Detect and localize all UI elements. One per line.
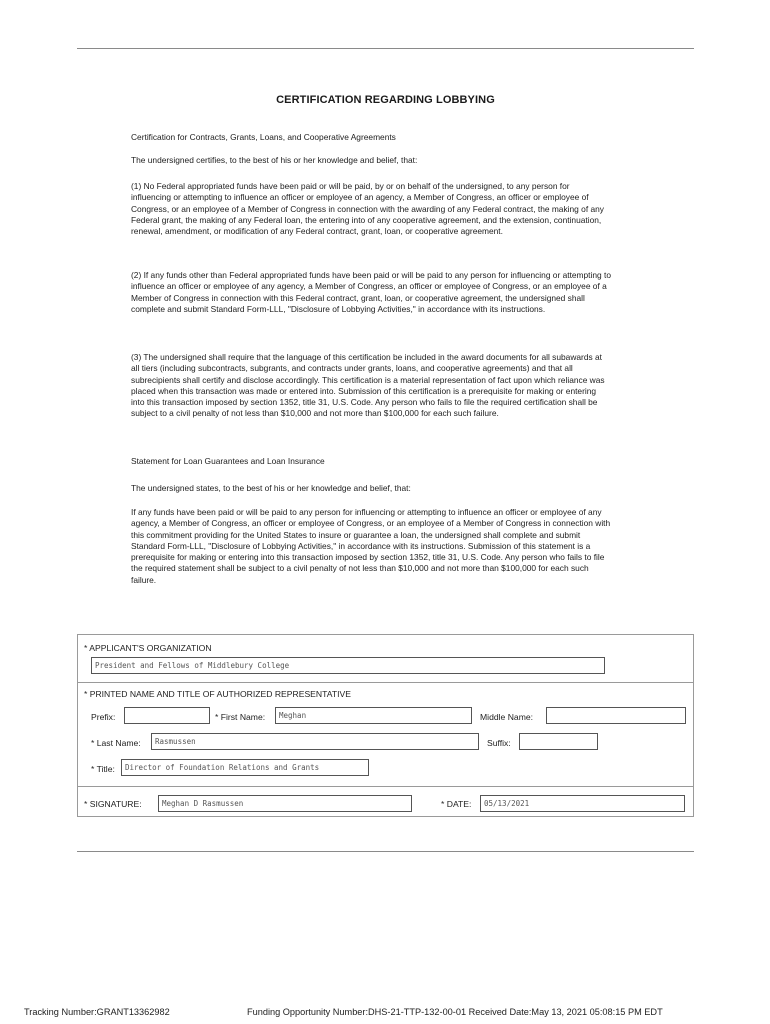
applicant-form xyxy=(77,634,694,817)
organization-field[interactable]: President and Fellows of Middlebury College xyxy=(91,657,605,674)
organization-label: * APPLICANT'S ORGANIZATION xyxy=(84,643,212,653)
title-label: * Title: xyxy=(91,764,115,774)
last-name-field[interactable]: Rasmussen xyxy=(151,733,479,750)
loan-statement-heading: Statement for Loan Guarantees and Loan Insurance xyxy=(131,456,325,466)
funding-opportunity-info: Funding Opportunity Number:DHS-21-TTP-132-00-01 Received Date:May 13, 2021 05:08:15 PM EDT xyxy=(247,1007,663,1017)
suffix-field[interactable] xyxy=(519,733,598,750)
representative-label: * PRINTED NAME AND TITLE OF AUTHORIZED REPRESENTATIVE xyxy=(84,689,351,699)
tracking-number: Tracking Number:GRANT13362982 xyxy=(24,1007,170,1017)
loan-statement-clause: If any funds have been paid or will be paid to any person for influencing or attempting to influence an officer or employee of any agency, a Member of Congress, an officer or employee of Congress, or an employee of a Member of Congress in connection with this commitment providing for the United States to insure or guarantee a loan, the undersigned shall complete and submit Standard Form-LLL, "Disclosure of Lobbying Activities," in accordance with its instructions. Submission of this statement is a prerequisite for making or entering into this transaction imposed by section 1352, title 31, U.S. Code. Any person who fails to file the required statement shall be subject to a civil penalty of not less than $10,000 and not more than $100,000 for each such failure. xyxy=(131,507,611,585)
signature-field[interactable]: Meghan D Rasmussen xyxy=(158,795,412,812)
title-field[interactable]: Director of Foundation Relations and Grants xyxy=(121,759,369,776)
prefix-label: Prefix: xyxy=(91,712,116,722)
prefix-field[interactable] xyxy=(124,707,210,724)
certification-heading: Certification for Contracts, Grants, Loans, and Cooperative Agreements xyxy=(131,132,396,142)
date-label: * DATE: xyxy=(441,799,472,809)
last-name-label: * Last Name: xyxy=(91,738,141,748)
clause-1: (1) No Federal appropriated funds have been paid or will be paid, by or on behalf of the undersigned, to any person for influencing or attempting to influence an officer or employee of an agency, a Member of Congress, an officer or employee of Congress, or an employee of a Member of Congress in connection with the awarding of any Federal contract, the making of any Federal grant, the making of any Federal loan, the entering into of any cooperative agreement, and the extension, continuation, renewal, amendment, or modification of any Federal contract, grant, loan, or cooperative agreement. xyxy=(131,181,604,237)
section-divider xyxy=(78,786,693,787)
first-name-label: * First Name: xyxy=(215,712,266,722)
clause-3: (3) The undersigned shall require that the language of this certification be included in the award documents for all subawards at all tiers (including subcontracts, subgrants, and contracts under grants, loans, and cooperative agreements) and that all subrecipients shall certify and disclose accordingly. This certification is a material representation of fact upon which reliance was placed when this transaction was made or entered into. Submission of this certification is a prerequisite for making or entering into this transaction imposed by section 1352, title 31, U.S. Code. Any person who fails to file the required certification shall be subject to a civil penalty of not less than $10,000 and not more than $100,000 for each such failure. xyxy=(131,352,605,419)
certification-intro: The undersigned certifies, to the best of his or her knowledge and belief, that: xyxy=(131,155,418,165)
clause-2: (2) If any funds other than Federal appropriated funds have been paid or will be paid to any person for influencing or attempting to influence an officer or employee of any agency, a Member of Congress, an officer or employee of Congress, or an employee of a Member of Congress in connection with this Federal contract, grant, loan, or cooperative agreement, the undersigned shall complete and submit Standard Form-LLL, "Disclosure of Lobbying Activities," in accordance with its instructions. xyxy=(131,270,612,314)
suffix-label: Suffix: xyxy=(487,738,511,748)
middle-name-label: Middle Name: xyxy=(480,712,534,722)
signature-label: * SIGNATURE: xyxy=(84,799,142,809)
loan-statement-intro: The undersigned states, to the best of his or her knowledge and belief, that: xyxy=(131,483,411,493)
page-title: CERTIFICATION REGARDING LOBBYING xyxy=(276,94,495,106)
first-name-field[interactable]: Meghan xyxy=(275,707,472,724)
section-divider xyxy=(78,682,693,683)
top-divider xyxy=(77,48,694,49)
bottom-divider xyxy=(77,851,694,852)
date-field[interactable]: 05/13/2021 xyxy=(480,795,685,812)
middle-name-field[interactable] xyxy=(546,707,686,724)
